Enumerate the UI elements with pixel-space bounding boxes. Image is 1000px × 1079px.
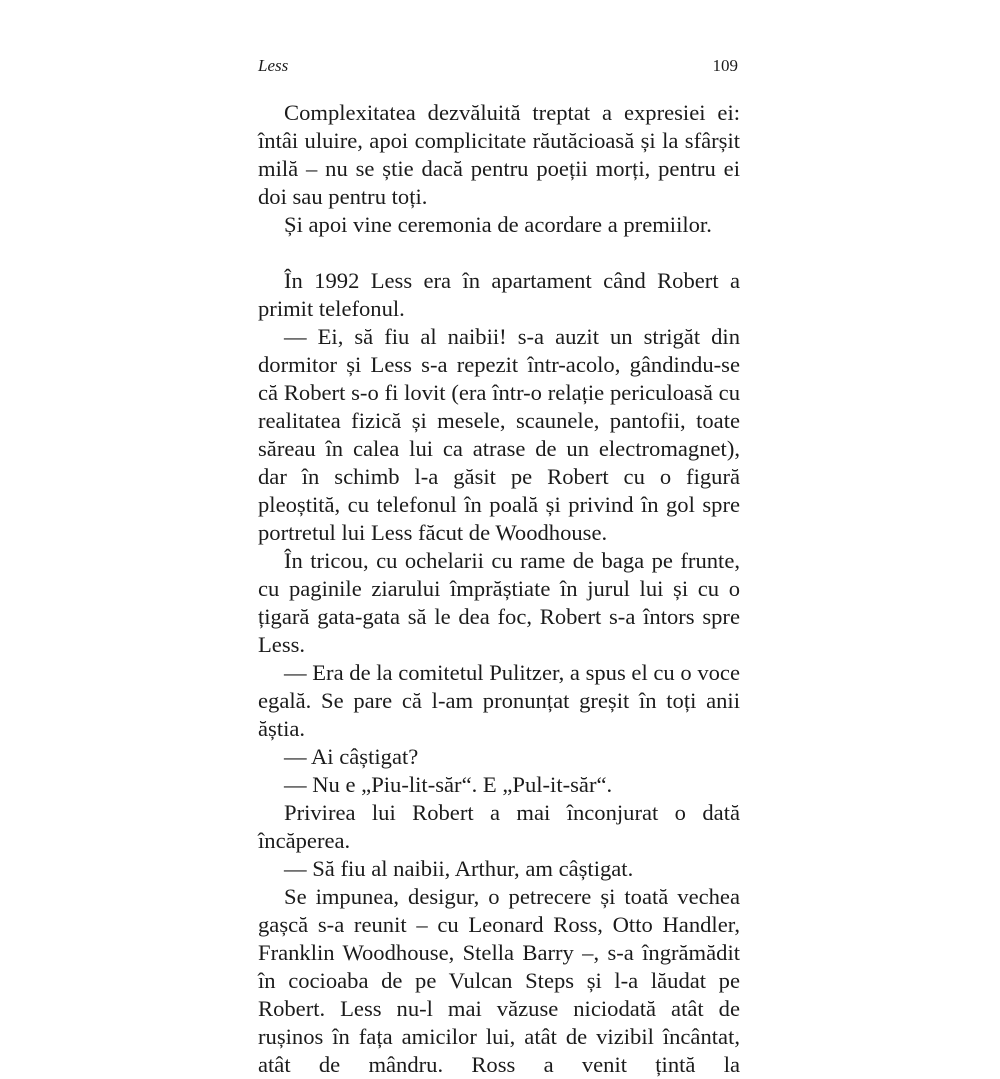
paragraph: Și apoi vine ceremonia de acordare a premiilor. (284, 212, 712, 237)
book-page (258, 0, 740, 1077)
paragraph: — Să fiu al naibii, Arthur, am câștigat. (284, 856, 634, 881)
body-text (258, 99, 740, 1079)
running-head (258, 56, 740, 78)
paragraph: — Nu e „Piu-lit-săr“. E „Pul-it-săr“. (284, 772, 613, 797)
page-number: 109 (712, 56, 738, 75)
paragraph: — Ei, să fiu al naibii! s-a auzit un strigăt din dormitor și Less s-a repezit într-acolo, gândindu-se că Robert s-o fi lovit (era într-o relație periculoasă cu realitatea fizică și mesele, scaunele, pantofii, toate săreau în calea lui ca atrase de un electromagnet), dar în schimb l-a găsit pe Robert cu o figură pleoștită, cu telefonul în poală și privind în gol spre portretul lui Less făcut de Woodhouse. (258, 324, 740, 545)
paragraph: În 1992 Less era în apartament când Robert a primit telefonul. (258, 268, 740, 321)
paragraph: Complexitatea dezvăluită treptat a expresiei ei: întâi uluire, apoi complicitate răutăcioasă și la sfârșit milă – nu se știe dacă pentru poeții morți, pentru ei doi sau pentru toți. (258, 100, 740, 209)
paragraph: — Era de la comitetul Pulitzer, a spus el cu o voce egală. Se pare că l-am pronunțat greșit în toți anii ăștia. (258, 660, 740, 741)
running-head-title: Less (258, 56, 289, 75)
paragraph: Se impunea, desigur, o petrecere și toată vechea gașcă s-a reunit – cu Leonard Ross, Otto Handler, Franklin Woodhouse, Stella Barry –, s-a îngrămădit în cocioaba de pe Vulcan Steps și l-a lăudat pe Robert. Less nu-l mai văzuse niciodată atât de rușinos în fața amicilor lui, atât de vizibil încântat, atât de mândru. Ross a venit țintă la (258, 884, 740, 1077)
paragraph: — Ai câștigat? (284, 744, 419, 769)
paragraph: În tricou, cu ochelarii cu rame de baga pe frunte, cu paginile ziarului împrăștiate în jurul lui și cu o țigară gata-gata să le dea foc, Robert s-a întors spre Less. (258, 548, 740, 657)
paragraph: Privirea lui Robert a mai înconjurat o dată încăperea. (258, 800, 740, 853)
